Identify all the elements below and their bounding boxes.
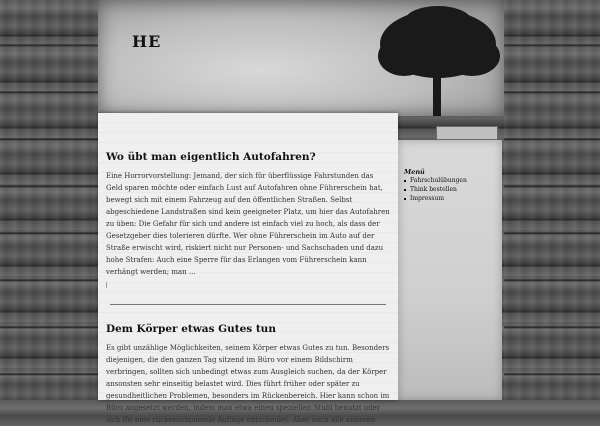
sidebar-item-impressum[interactable] (404, 194, 467, 203)
sidebar-item-think-bestellen[interactable] (404, 185, 467, 194)
sidebar (398, 140, 502, 400)
post-separator-mark (106, 282, 107, 288)
post-excerpt: Es gibt unzählige Möglichkeiten, seinem Körper etwas Gutes zu tun. Besonders diejenigen, die den ganzen Tag sitzend im Büro vor einem Bildschirm verbringen, sollten sich unbedingt etwas zum Ausgleich suchen, da der Körper ansonsten sehr einseitig belastet wird. Dies führt früher oder später zu gesundheitlichen Problemen, besonders im Rückenbereich. Hier kann schon im Büro angesetzt werden, indem man etwa einen speziellen Stuhl benutzt oder sich für eine rückenschonende Auflage entscheidet. Aber auch alle anderen (106, 344, 390, 424)
post-title[interactable]: Wo übt man eigentlich Autofahren? (106, 151, 316, 163)
wood-background-left (0, 0, 98, 400)
tree-icon (374, 4, 502, 116)
site-title[interactable]: HE (132, 32, 162, 51)
sidebar-item-label[interactable]: Impressum (410, 195, 445, 202)
bullet-icon (404, 198, 406, 200)
main-content (98, 113, 398, 424)
site-header (98, 0, 504, 116)
post-2 (98, 323, 398, 426)
post-1 (98, 151, 398, 288)
bullet-icon (404, 180, 406, 182)
post-excerpt: Eine Horrorvorstellung: Jemand, der sich für überflüssige Fahrstunden das Geld sparen möchte oder einfach Lust auf Autofahren ohne Führerschein hat, bewegt sich mit einem Fahrzeug auf den öffentlichen Straßen. Selbst abgeschiedene Landstraßen sind kein geeigneter Platz, um hier das Autofahren zu üben: Die Gefahr für sich und andere ist einfach viel zu hoch, als dass der Gesetzgeber dies tolerieren dürfte. Wer ohne Führerschein im Auto auf der Straße erwischt wird, riskiert nicht nur Personen- und Sachschaden und dazu hohe Strafen: Auch eine Sperre für das Erlangen vom Führerschein kann verhängt werden; man ... (106, 172, 390, 276)
post-divider (110, 304, 386, 305)
sidebar-heading: Menü (404, 168, 425, 176)
sidebar-item-fahrschuluebungen[interactable] (404, 176, 467, 185)
sidebar-item-label[interactable]: Think bestellen (410, 186, 457, 193)
search-input[interactable] (436, 126, 498, 140)
bullet-icon (404, 189, 406, 191)
wood-background-right (504, 0, 600, 400)
post-title[interactable]: Dem Körper etwas Gutes tun (106, 323, 276, 335)
sidebar-menu (404, 176, 467, 203)
sidebar-item-label[interactable]: Fahrschulübungen (410, 177, 467, 184)
